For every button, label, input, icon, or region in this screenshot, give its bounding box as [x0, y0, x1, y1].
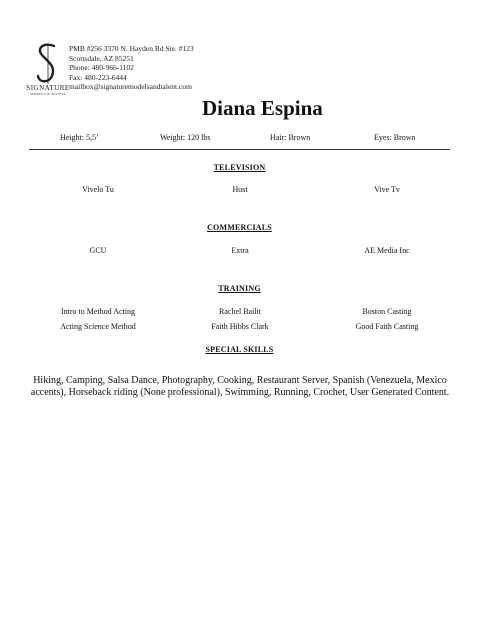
logo-subtitle: MODELS & TALENT: [30, 92, 66, 96]
television-network: Vive Tv: [374, 185, 400, 194]
commercial-client: GCU: [89, 246, 107, 255]
agency-phone: Phone: 480-966-1102: [69, 63, 134, 73]
training-studio: Good Faith Casting: [355, 322, 419, 331]
training-instructor: Rachel Bailit: [219, 307, 261, 316]
television-heading: TELEVISION: [213, 163, 266, 172]
training-course: Intro to Method Acting: [61, 307, 135, 316]
commercial-company: AE Media Inc: [364, 246, 410, 255]
header-divider: [29, 149, 450, 150]
training-course: Acting Science Method: [60, 322, 136, 331]
special-skills-text: Hiking, Camping, Salsa Dance, Photography, Cooking, Restaurant Server, Spanish (Venezuela, Mexico accents), Horseback riding (None professional), Swimming, Running, Crochet, User Generated Content.: [30, 375, 450, 398]
training-studio: Boston Casting: [362, 307, 412, 316]
training-instructor: Faith Hibbs Clark: [211, 322, 269, 331]
talent-name: Diana Espina: [202, 96, 323, 120]
agency-fax: Fax: 480-223-6444: [69, 72, 127, 82]
commercial-role: Extra: [231, 246, 249, 255]
stat-height: Height: 5,5’: [60, 133, 99, 142]
agency-contact: [69, 44, 194, 92]
agency-email: mailbox@signaturemodelsandtalent.com: [69, 82, 192, 92]
special-skills-heading: SPECIAL SKILLS: [205, 345, 274, 354]
television-show: Vivelo Tu: [82, 185, 114, 194]
commercials-heading: COMMERCIALS: [207, 223, 272, 232]
agency-address-line1: PMB #256 3370 N. Hayden Rd Ste. #123: [69, 44, 194, 53]
television-role: Host: [232, 185, 248, 194]
stat-eyes: Eyes: Brown: [374, 133, 416, 142]
logo-wordmark: SIGNATURE: [26, 84, 70, 92]
agency-address-line2: Scottsdale, AZ 85251: [69, 53, 134, 63]
stat-hair: Hair: Brown: [270, 133, 311, 142]
stat-weight: Weight: 120 lbs: [160, 133, 211, 142]
training-heading: TRAINING: [218, 284, 261, 293]
